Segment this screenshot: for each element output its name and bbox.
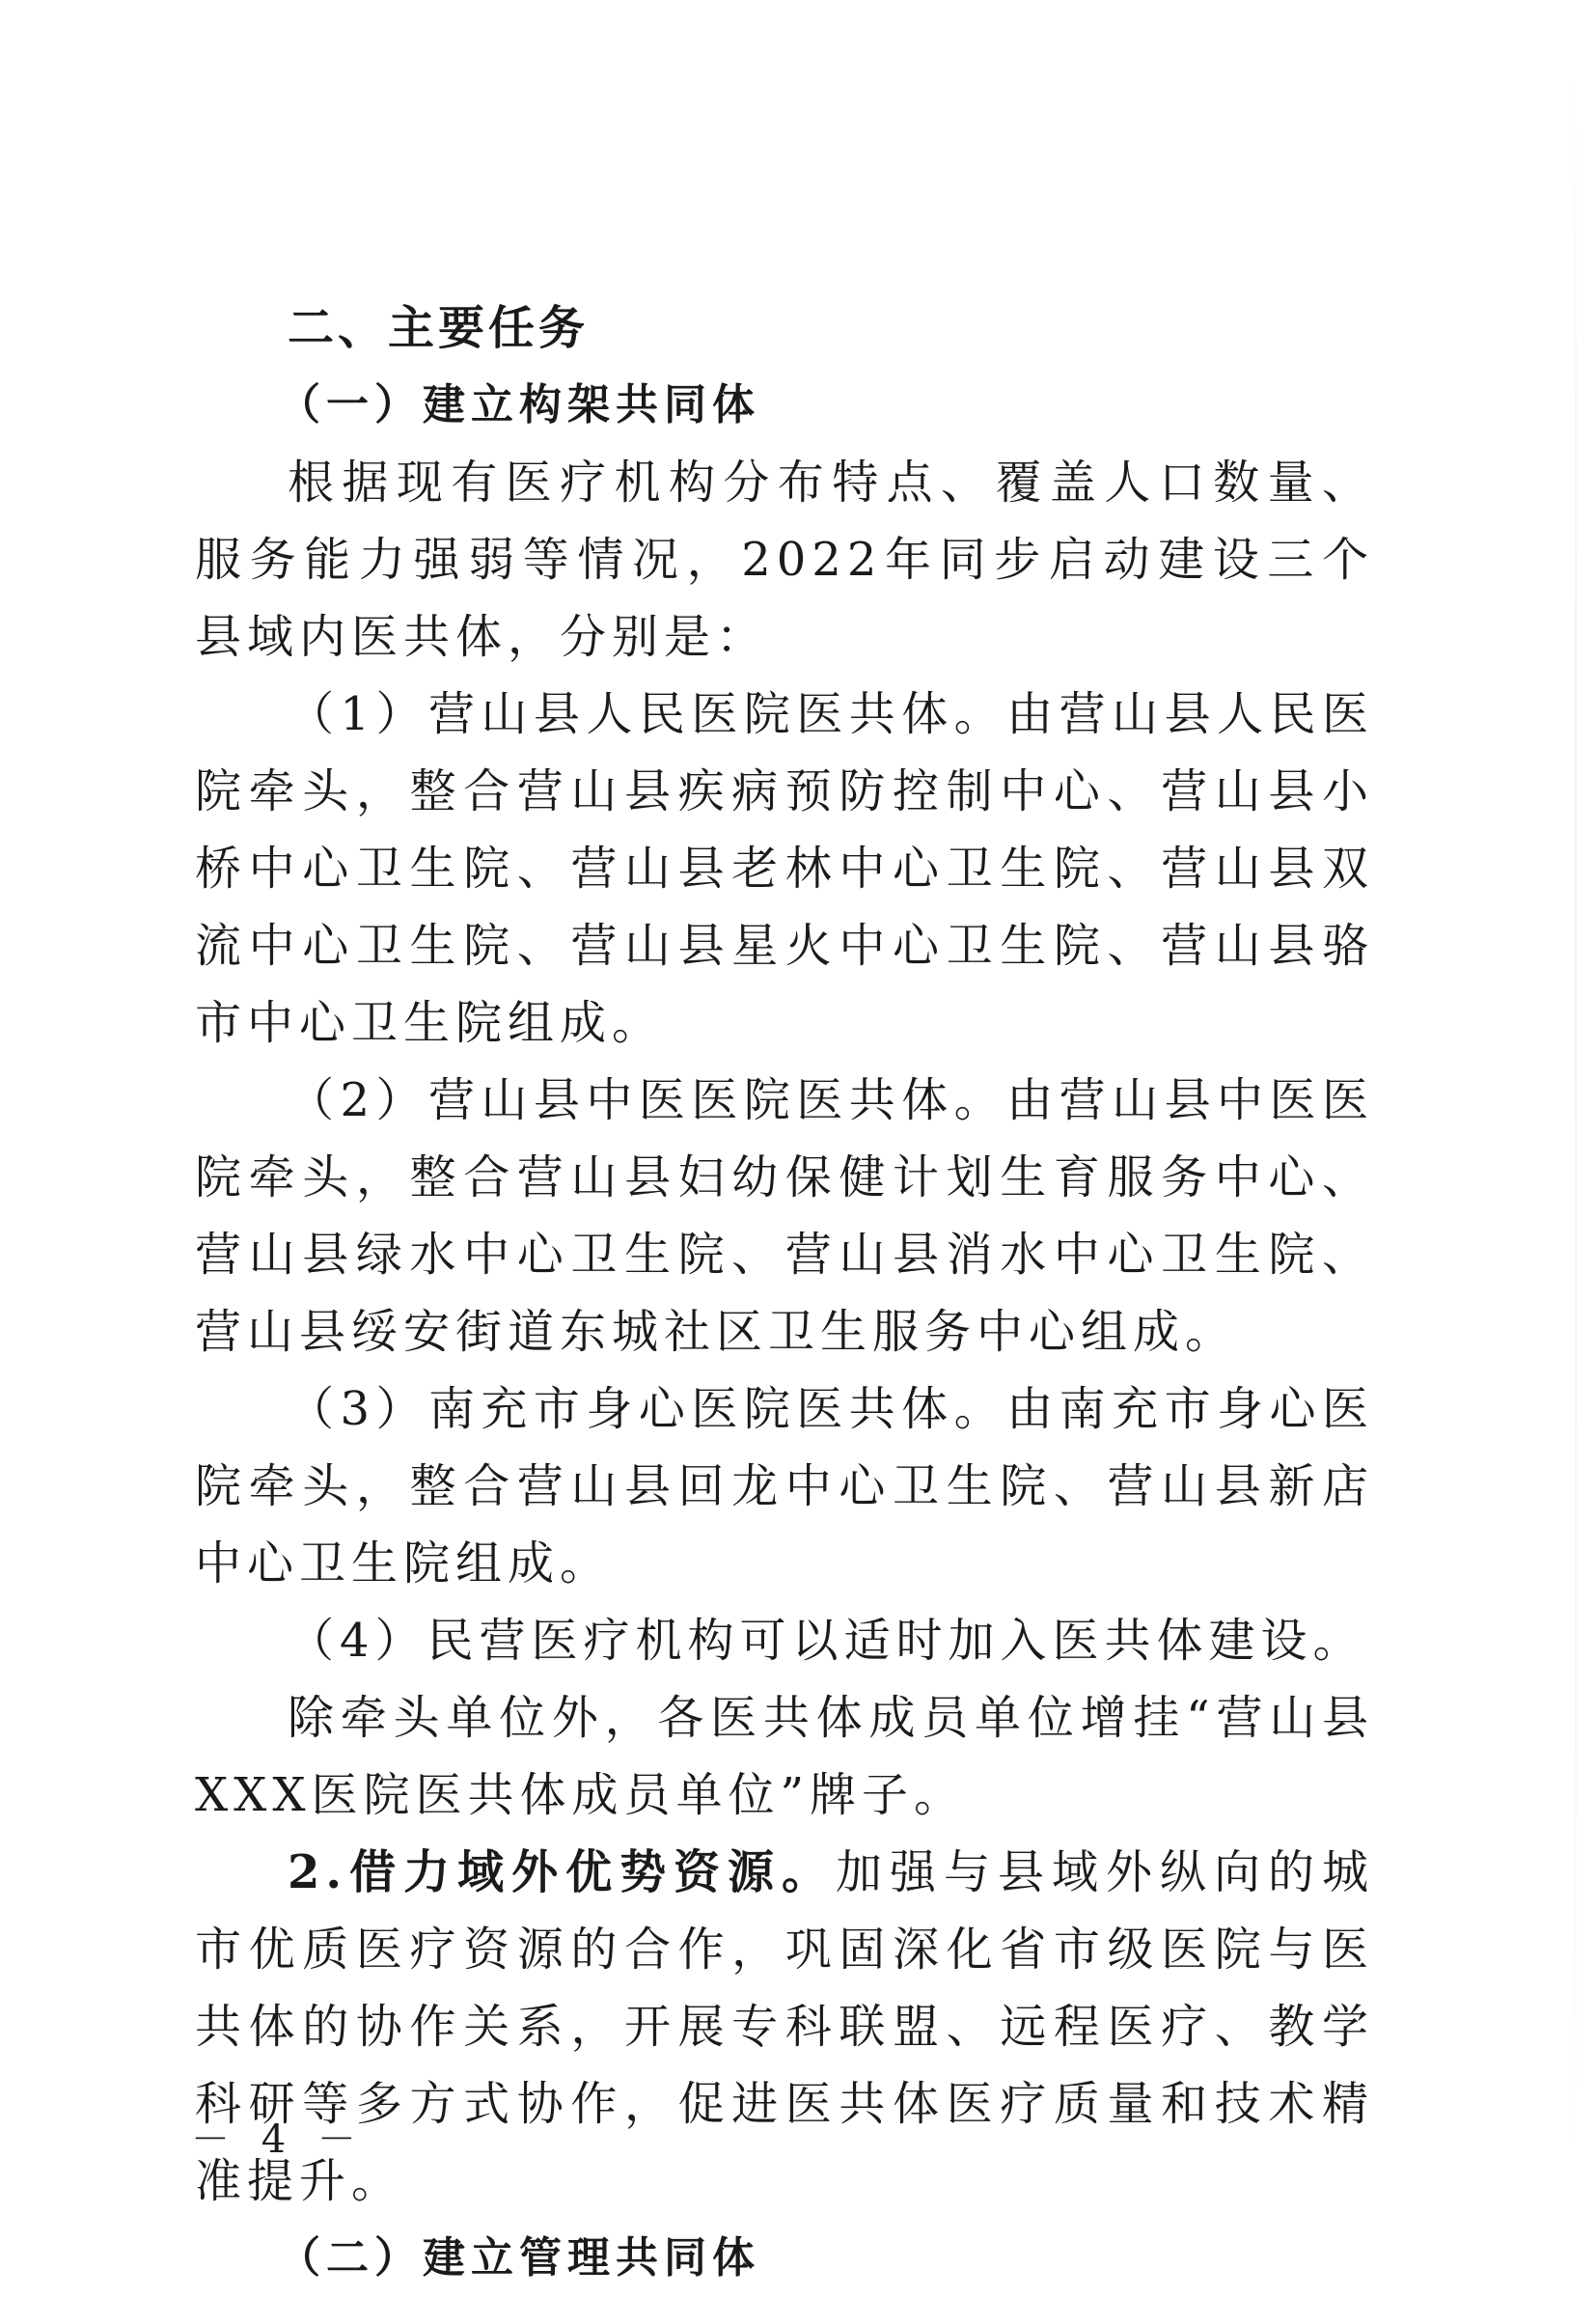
- intro-paragraph: 根据现有医疗机构分布特点、覆盖人口数量、服务能力强弱等情况，2022年同步启动建设三个县域内医共体，分别是：: [195, 456, 1374, 664]
- item-4-paragraph: （4）民营医疗机构可以适时加入医共体建设。: [288, 1614, 1365, 1668]
- scan-edge-shadow: [1575, 0, 1577, 2257]
- external-resources-paragraph: [195, 1834, 1374, 2220]
- external-resources-body: 加强与县域外纵向的城市优质医疗资源的合作，巩固深化省市级医院与医共体的协作关系，开展专科联盟、远程医疗、教学科研等多方式协作，促进医共体医疗质量和技术精准提升。: [195, 1845, 1374, 2208]
- plaque-paragraph: 除牵头单位外，各医共体成员单位增挂“营山县XXX医院医共体成员单位”牌子。: [195, 1691, 1374, 1822]
- item-1-paragraph: （1）营山县人民医院医共体。由营山县人民医院牵头，整合营山县疾病预防控制中心、营山县小桥中心卫生院、营山县老林中心卫生院、营山县双流中心卫生院、营山县星火中心卫生院、营山县骆市中心卫生院组成。: [195, 687, 1374, 1050]
- subsection-heading-1: （一）建立构架共同体: [278, 380, 760, 429]
- item-2-paragraph: （2）营山县中医医院医共体。由营山县中医医院牵头，整合营山县妇幼保健计划生育服务中心、营山县绿水中心卫生院、营山县消水中心卫生院、营山县绥安街道东城社区卫生服务中心组成。: [195, 1073, 1374, 1359]
- document-body: [195, 290, 1374, 2297]
- subsection-heading-2: （二）建立管理共同体: [278, 2233, 760, 2283]
- external-resources-lead: 2.借力域外优势资源。: [288, 1845, 837, 1899]
- section-heading: 二、主要任务: [288, 301, 590, 355]
- item-3-paragraph: （3）南充市身心医院医共体。由南充市身心医院牵头，整合营山县回龙中心卫生院、营山县新店中心卫生院组成。: [195, 1382, 1374, 1591]
- page-number: － 4 －: [191, 2117, 366, 2162]
